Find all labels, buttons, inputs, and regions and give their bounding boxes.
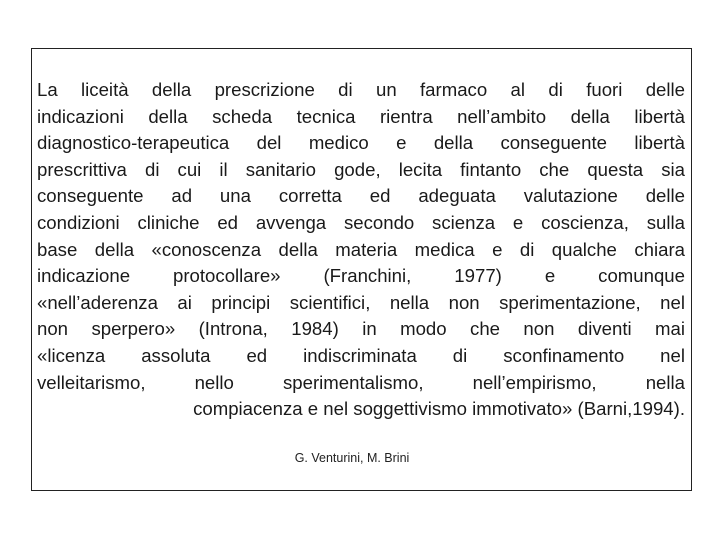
paragraph-line: velleitarismo, nello sperimentalismo, nell’empirismo, nella	[37, 371, 685, 393]
paragraph-line: «nell’aderenza ai principi scientifici, nella non sperimentazione, nel	[37, 291, 685, 313]
paragraph-line: indicazione protocollare» (Franchini, 1977) e comunque	[37, 265, 685, 287]
paragraph-line: La liceità della prescrizione di un farmaco al di fuori delle	[37, 79, 685, 100]
quote-paragraph	[37, 77, 685, 423]
paragraph-line: compiacenza e nel soggettivismo immotivato» (Barni,1994).	[193, 398, 685, 420]
paragraph-line: diagnostico-terapeutica del medico e della conseguente libertà	[37, 132, 685, 154]
paragraph-line: conseguente ad una corretta ed adeguata valutazione delle	[37, 185, 685, 207]
authors-credit: G. Venturini, M. Brini	[294, 451, 410, 465]
paragraph-line: prescrittiva di cui il sanitario gode, lecita fintanto che questa sia	[37, 158, 685, 180]
paragraph-line: non sperpero» (Introna, 1984) in modo che non diventi mai	[37, 318, 685, 340]
paragraph-line: «licenza assoluta ed indiscriminata di sconfinamento nel	[37, 344, 685, 366]
paragraph-line: base della «conoscenza della materia medica e di qualche chiara	[37, 238, 685, 260]
paragraph-line: indicazioni della scheda tecnica rientra nell’ambito della libertà	[37, 105, 685, 127]
paragraph-line: condizioni cliniche ed avvenga secondo scienza e coscienza, sulla	[37, 211, 685, 233]
